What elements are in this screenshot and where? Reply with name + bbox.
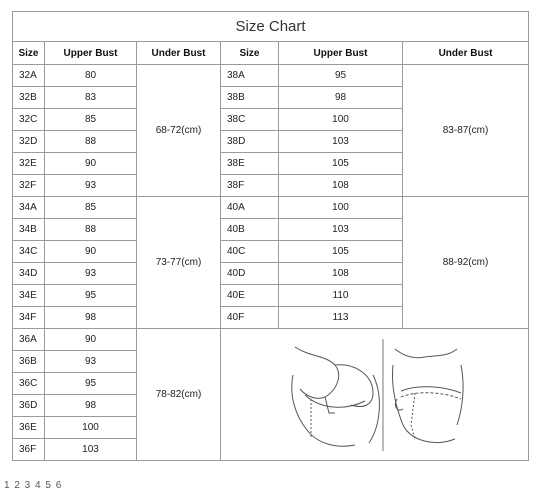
upper-bust-cell: 103 <box>279 219 403 241</box>
header-size-right: Size <box>221 42 279 65</box>
under-bust-cell: 88-92(cm) <box>403 197 529 329</box>
upper-bust-cell: 105 <box>279 241 403 263</box>
upper-bust-cell: 83 <box>45 87 137 109</box>
header-upper-bust-left: Upper Bust <box>45 42 137 65</box>
upper-bust-cell: 98 <box>45 395 137 417</box>
size-cell: 38A <box>221 65 279 87</box>
header-under-bust-left: Under Bust <box>137 42 221 65</box>
footer-text: 1 2 3 4 5 6 <box>4 480 63 491</box>
size-cell: 38F <box>221 175 279 197</box>
illustration-cell <box>221 329 529 461</box>
size-cell: 40E <box>221 285 279 307</box>
upper-bust-cell: 85 <box>45 109 137 131</box>
size-cell: 38E <box>221 153 279 175</box>
size-cell: 40F <box>221 307 279 329</box>
upper-bust-cell: 113 <box>279 307 403 329</box>
size-cell: 36F <box>13 439 45 461</box>
upper-bust-cell: 93 <box>45 175 137 197</box>
chart-title: Size Chart <box>13 12 529 42</box>
upper-bust-cell: 108 <box>279 175 403 197</box>
size-cell: 32F <box>13 175 45 197</box>
upper-bust-cell: 98 <box>279 87 403 109</box>
upper-bust-cell: 93 <box>45 263 137 285</box>
size-cell: 36B <box>13 351 45 373</box>
size-cell: 40A <box>221 197 279 219</box>
size-cell: 38D <box>221 131 279 153</box>
upper-bust-cell: 98 <box>45 307 137 329</box>
size-chart-table <box>12 11 529 461</box>
size-cell: 32E <box>13 153 45 175</box>
upper-bust-cell: 88 <box>45 131 137 153</box>
upper-bust-cell: 100 <box>45 417 137 439</box>
under-bust-cell: 83-87(cm) <box>403 65 529 197</box>
upper-bust-cell: 90 <box>45 329 137 351</box>
measuring-tape-icon <box>265 335 485 455</box>
upper-bust-cell: 100 <box>279 197 403 219</box>
upper-bust-cell: 95 <box>45 285 137 307</box>
size-cell: 36E <box>13 417 45 439</box>
upper-bust-cell: 88 <box>45 219 137 241</box>
size-cell: 40D <box>221 263 279 285</box>
size-cell: 32B <box>13 87 45 109</box>
size-cell: 34C <box>13 241 45 263</box>
header-upper-bust-right: Upper Bust <box>279 42 403 65</box>
upper-bust-cell: 85 <box>45 197 137 219</box>
upper-bust-cell: 90 <box>45 241 137 263</box>
upper-bust-cell: 93 <box>45 351 137 373</box>
upper-bust-cell: 103 <box>45 439 137 461</box>
table-row <box>13 329 529 351</box>
upper-bust-cell: 95 <box>279 65 403 87</box>
upper-bust-cell: 100 <box>279 109 403 131</box>
header-under-bust-right: Under Bust <box>403 42 529 65</box>
size-cell: 32D <box>13 131 45 153</box>
under-bust-cell: 78-82(cm) <box>137 329 221 461</box>
size-cell: 34A <box>13 197 45 219</box>
size-cell: 40C <box>221 241 279 263</box>
size-cell: 40B <box>221 219 279 241</box>
upper-bust-cell: 103 <box>279 131 403 153</box>
size-cell: 36C <box>13 373 45 395</box>
size-cell: 36D <box>13 395 45 417</box>
size-cell: 34D <box>13 263 45 285</box>
upper-bust-cell: 105 <box>279 153 403 175</box>
size-cell: 38C <box>221 109 279 131</box>
size-cell: 34B <box>13 219 45 241</box>
chart-body <box>13 65 529 461</box>
table-row <box>13 65 529 87</box>
size-cell: 38B <box>221 87 279 109</box>
upper-bust-cell: 108 <box>279 263 403 285</box>
upper-bust-cell: 110 <box>279 285 403 307</box>
upper-bust-cell: 90 <box>45 153 137 175</box>
size-cell: 32C <box>13 109 45 131</box>
table-row <box>13 197 529 219</box>
size-cell: 34F <box>13 307 45 329</box>
size-cell: 36A <box>13 329 45 351</box>
header-size-left: Size <box>13 42 45 65</box>
upper-bust-cell: 95 <box>45 373 137 395</box>
under-bust-cell: 73-77(cm) <box>137 197 221 329</box>
upper-bust-cell: 80 <box>45 65 137 87</box>
size-cell: 34E <box>13 285 45 307</box>
size-cell: 32A <box>13 65 45 87</box>
under-bust-cell: 68-72(cm) <box>137 65 221 197</box>
